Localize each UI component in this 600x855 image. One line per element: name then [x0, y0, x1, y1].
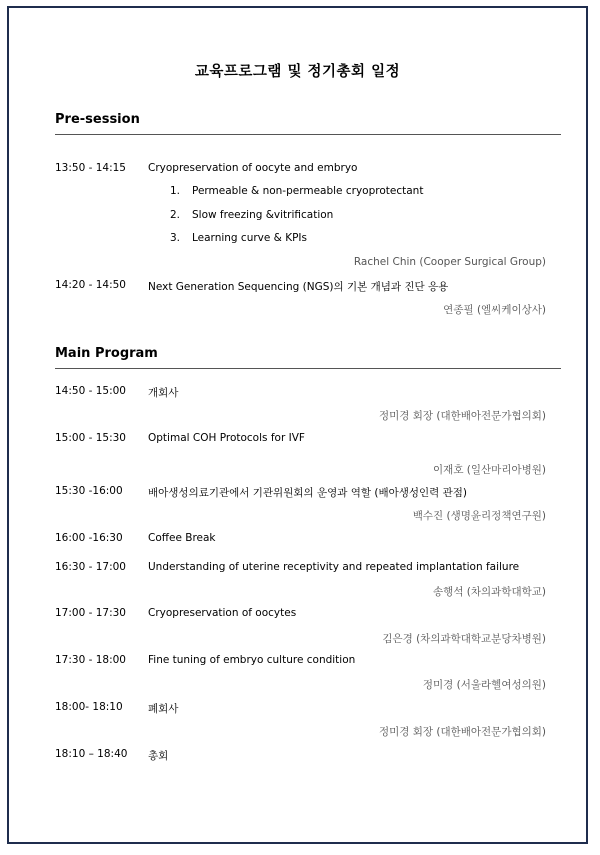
subitem-number-1: 1. — [170, 185, 181, 197]
main-speaker-7: 정미경 (서울라헬여성의원) — [422, 679, 546, 691]
main-time-6: 17:00 - 17:30 — [55, 607, 126, 619]
pre-session-desc-1: Cryopreservation of oocyte and embryo — [148, 162, 358, 174]
main-speaker-5: 송행석 (차의과학대학교) — [433, 586, 546, 598]
main-speaker-3: 백수진 (생명윤리정책연구원) — [412, 510, 546, 522]
main-speaker-8: 정미경 회장 (대한배아전문가협의회) — [378, 726, 546, 738]
main-time-1: 14:50 - 15:00 — [55, 385, 126, 397]
subitem-number-2: 2. — [170, 209, 181, 221]
main-desc-5: Understanding of uterine receptivity and repeated implantation failure — [148, 561, 520, 573]
main-speaker-6: 김은경 (차의과학대학교분당차병원) — [382, 633, 546, 645]
pre-session-divider — [55, 134, 561, 135]
main-desc-7: Fine tuning of embryo culture condition — [148, 654, 356, 666]
main-program-divider — [55, 368, 561, 369]
pre-session-desc-2: Next Generation Sequencing (NGS)의 기본 개념과 진단 응용 — [148, 281, 449, 293]
main-speaker-1: 정미경 회장 (대한배아전문가협의회) — [378, 410, 546, 422]
pre-session-time-1: 13:50 - 14:15 — [55, 162, 126, 174]
main-time-9: 18:10 – 18:40 — [55, 748, 128, 760]
main-desc-1: 개회사 — [148, 387, 179, 399]
main-time-8: 18:00- 18:10 — [55, 701, 123, 713]
main-time-4: 16:00 -16:30 — [55, 532, 123, 544]
main-desc-8: 폐회사 — [148, 703, 179, 715]
main-time-3: 15:30 -16:00 — [55, 485, 123, 497]
document-page — [7, 6, 588, 844]
main-desc-9: 총회 — [148, 750, 169, 762]
main-desc-6: Cryopreservation of oocytes — [148, 607, 297, 619]
main-desc-3: 배아생성의료기관에서 기관위원회의 운영과 역할 (배아생성인력 관점) — [148, 487, 468, 499]
pre-session-speaker-1: Rachel Chin (Cooper Surgical Group) — [353, 256, 546, 268]
subitem-number-3: 3. — [170, 232, 181, 244]
pre-session-heading: Pre-session — [55, 112, 140, 127]
main-program-heading: Main Program — [55, 346, 158, 361]
pre-session-speaker-2: 연종필 (엘씨케이상사) — [443, 304, 546, 316]
subitem-text-2: Slow freezing &vitrification — [192, 209, 334, 221]
pre-session-time-2: 14:20 - 14:50 — [55, 279, 126, 291]
main-desc-2: Optimal COH Protocols for IVF — [148, 432, 305, 444]
main-time-2: 15:00 - 15:30 — [55, 432, 126, 444]
main-speaker-2: 이재호 (일산마리아병원) — [433, 464, 546, 476]
subitem-text-3: Learning curve & KPIs — [192, 232, 307, 244]
document-title: 교육프로그램 및 정기총회 일정 — [194, 64, 401, 80]
subitem-text-1: Permeable & non-permeable cryoprotectant — [192, 185, 424, 197]
main-time-7: 17:30 - 18:00 — [55, 654, 126, 666]
main-desc-4: Coffee Break — [148, 532, 216, 544]
main-time-5: 16:30 - 17:00 — [55, 561, 126, 573]
